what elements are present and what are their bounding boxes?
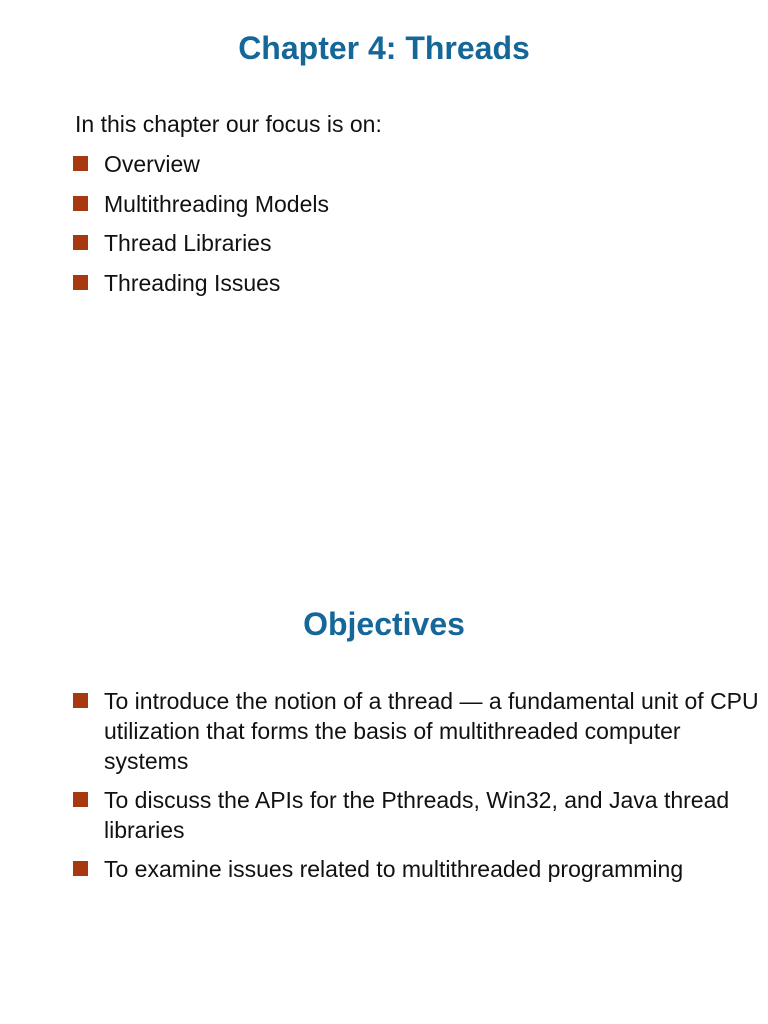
- list-item-text: Threading Issues: [104, 269, 281, 296]
- square-bullet-icon: [73, 196, 88, 211]
- list-item: [73, 686, 763, 776]
- slide-objectives: [0, 512, 768, 1024]
- square-bullet-icon: [73, 792, 88, 807]
- square-bullet-icon: [73, 275, 88, 290]
- list-item: [73, 228, 753, 258]
- slide-title: Objectives: [303, 606, 465, 642]
- intro-text: In this chapter our focus is on:: [75, 111, 382, 137]
- list-item: [73, 785, 763, 845]
- list-item-text: To introduce the notion of a thread — a fundamental unit of CPU utilization that forms the basis of multithreaded computer systems: [104, 688, 759, 774]
- list-item: [73, 268, 753, 298]
- list-item: [73, 149, 753, 179]
- topic-list: [73, 149, 753, 307]
- list-item-text: Multithreading Models: [104, 190, 330, 217]
- list-item-text: Overview: [104, 151, 200, 177]
- list-item-text: To examine issues related to multithreaded programming: [104, 856, 684, 882]
- square-bullet-icon: [73, 693, 88, 708]
- square-bullet-icon: [73, 235, 88, 250]
- square-bullet-icon: [73, 156, 88, 171]
- list-item: [73, 854, 763, 884]
- list-item-text: To discuss the APIs for the Pthreads, Win32, and Java thread libraries: [104, 787, 730, 843]
- slide-title: Chapter 4: Threads: [238, 30, 530, 66]
- square-bullet-icon: [73, 861, 88, 876]
- list-item-text: Thread Libraries: [104, 230, 272, 256]
- list-item: [73, 189, 753, 219]
- objectives-list: [73, 686, 763, 893]
